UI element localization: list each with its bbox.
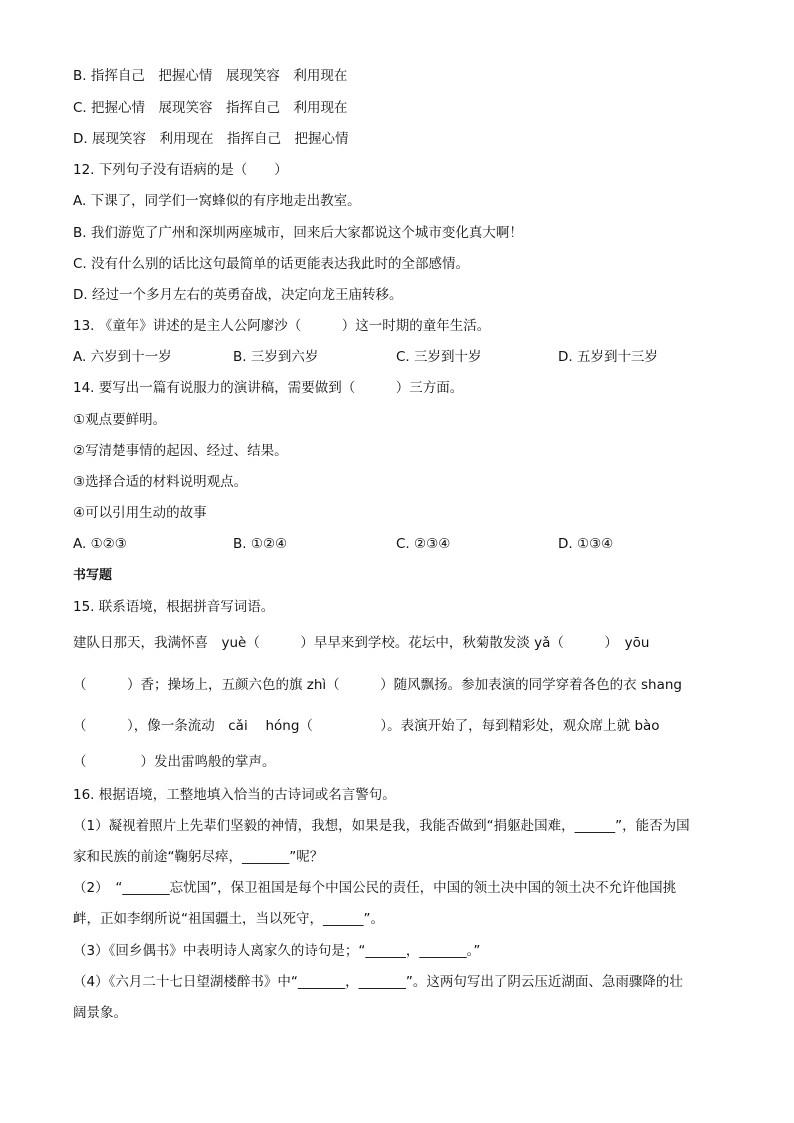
q11-option-d: D. 展现笑容 利用现在 指挥自己 把握心情 — [73, 131, 349, 147]
q15-line-3: （ ），像一条流动 cǎi hóng（ ）。表演开始了，每到精彩处，观众席上就 bào — [73, 718, 660, 734]
q12-option-c: C. 没有什么别的话比这句最简单的话更能表达我此时的全部感情。 — [73, 256, 470, 272]
q15-stem: 15. 联系语境，根据拼音写词语。 — [73, 599, 275, 615]
q15-line-4: （ ）发出雷鸣般的掌声。 — [73, 754, 276, 770]
q14-item-4: ④可以引用生动的故事 — [73, 505, 207, 521]
q12-option-b: B. 我们游览了广州和深圳两座城市，回来后大家都说这个城市变化真大啊！ — [73, 225, 523, 241]
section-title: 书写题 — [73, 568, 113, 583]
q12-option-a: A. 下课了，同学们一窝蜂似的有序地走出教室。 — [73, 193, 361, 209]
q16-line-3: （2） “_______忘忧国”，保卫祖国是每个中国公民的责任，中国的领土决中国的领土决不允许他国挑 — [73, 880, 677, 896]
q12-stem: 12. 下列句子没有语病的是（ ） — [73, 162, 288, 178]
q16-stem: 16. 根据语境，工整地填入恰当的古诗词或名言警句。 — [73, 787, 396, 803]
q16-line-5: （3）《回乡偶书》中表明诗人离家久的诗句是；“______，_______。” — [73, 943, 481, 959]
q13-option-b: B. 三岁到六岁 — [233, 349, 319, 365]
q14-item-1: ①观点要鲜明。 — [73, 412, 167, 428]
q14-item-3: ③选择合适的材料说明观点。 — [73, 474, 248, 490]
q13-option-d: D. 五岁到十三岁 — [558, 349, 658, 365]
q11-option-c: C. 把握心情 展现笑容 指挥自己 利用现在 — [73, 100, 348, 116]
q14-option-b: B. ①②④ — [233, 536, 288, 552]
q13-option-a: A. 六岁到十一岁 — [73, 349, 172, 365]
q14-option-d: D. ①③④ — [558, 536, 614, 552]
q16-line-6: （4）《六月二十七日望湖楼醉书》中“_______，_______”。这两句写出了阴云压近湖面、急雨骤降的壮 — [73, 974, 683, 990]
q15-line-2: （ ）香；操场上，五颜六色的旗 zhì（ ）随风飘扬。参加表演的同学穿着各色的衣 shang — [73, 677, 682, 693]
q14-option-c: C. ②③④ — [396, 536, 451, 552]
q14-item-2: ②写清楚事情的起因、经过、结果。 — [73, 443, 288, 459]
q16-line-4: 衅，正如李纲所说“祖国疆土，当以死守，______”。 — [73, 911, 384, 927]
q14-option-a: A. ①②③ — [73, 536, 127, 552]
q11-option-b: B. 指挥自己 把握心情 展现笑容 利用现在 — [73, 68, 348, 84]
q16-line-7: 阔景象。 — [73, 1005, 127, 1021]
q13-stem: 13. 《童年》讲述的是主人公阿廖沙（ ）这一时期的童年生活。 — [73, 318, 491, 334]
q13-option-c: C. 三岁到十岁 — [396, 349, 482, 365]
q16-line-2: 家和民族的前途“鞠躬尽瘁，_______”呢？ — [73, 849, 324, 865]
q12-option-d: D. 经过一个多月左右的英勇奋战，决定向龙王庙转移。 — [73, 287, 403, 303]
q16-line-1: （1）凝视着照片上先辈们坚毅的神情，我想，如果是我，我能否做到“捐躯赴国难，______”，能否为国 — [73, 818, 690, 834]
q15-line-1: 建队日那天，我满怀喜 yuè（ ）早早来到学校。花坛中，秋菊散发淡 yǎ（ ） yōu — [73, 635, 650, 651]
q14-stem: 14. 要写出一篇有说服力的演讲稿，需要做到（ ）三方面。 — [73, 380, 464, 396]
